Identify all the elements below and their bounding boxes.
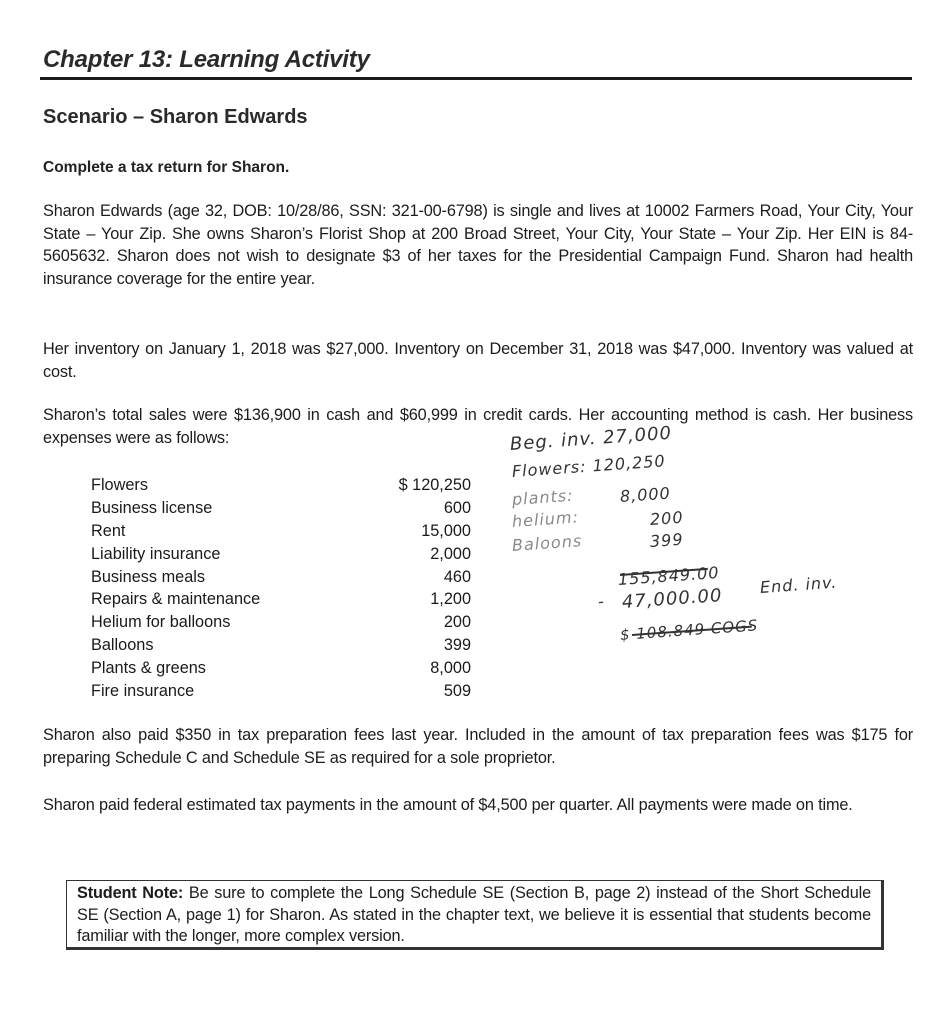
expense-row [91, 543, 471, 566]
expense-amount: 399 [443, 636, 471, 655]
tax-prep-paragraph: Sharon also paid $350 in tax preparation fees last year. Included in the amount of tax preparation fees was $175 for preparing Schedule C and Schedule SE as required for a sole proprietor. [43, 726, 913, 767]
page-title: Chapter 13: Learning Activity [43, 46, 370, 73]
expense-row [91, 588, 471, 611]
hand-end-inv-label: End. inv. [759, 572, 838, 597]
scenario-heading: Scenario – Sharon Edwards [43, 106, 308, 128]
expense-amount: 460 [443, 567, 471, 586]
expense-label: Flowers [91, 476, 148, 494]
hand-cogs: $ 108.849 COGS [619, 616, 759, 644]
intro-paragraph: Sharon Edwards (age 32, DOB: 10/28/86, SSN: 321-00-6798) is single and lives at 10002 Farmers Road, Your City, Your State – Your Zip. She owns Sharon’s Florist Shop at 200 Broad Street, Your City, Your State – Your Zip. Her EIN is 84-5605632. Sharon does not wish to designate $3 of her taxes for the Presidential Campaign Fund. Sharon had health insurance coverage for the entire year. [43, 202, 913, 288]
expense-row [91, 634, 471, 657]
expense-amount: 200 [443, 613, 471, 632]
expense-label: Balloons [91, 636, 154, 655]
student-note-box [66, 880, 884, 950]
expense-amount: 1,200 [430, 590, 471, 609]
expense-label: Business meals [91, 567, 206, 586]
expense-label: Helium for balloons [91, 613, 231, 632]
expense-row [91, 657, 471, 680]
inventory-paragraph: Her inventory on January 1, 2018 was $27,000. Inventory on December 31, 2018 was $47,000. Inventory was valued at cost. [43, 340, 913, 381]
expense-list [91, 474, 471, 703]
expense-row [91, 497, 471, 520]
expense-row [91, 566, 471, 589]
title-rule [40, 77, 912, 80]
hand-balloons-amount: 399 [649, 529, 685, 551]
expense-amount: 15,000 [421, 521, 471, 540]
expense-amount: $ 120,250 [398, 476, 471, 494]
expense-amount: 8,000 [430, 659, 471, 678]
expense-amount: 509 [443, 682, 471, 701]
hand-plants: plants: [511, 485, 575, 509]
estimated-tax-paragraph: Sharon paid federal estimated tax payments in the amount of $4,500 per quarter. All payments were made on time. [43, 796, 853, 814]
expense-row [91, 611, 471, 634]
note-text: Be sure to complete the Long Schedule SE (Section B, page 2) instead of the Short Schedule SE (Section A, page 1) for Sharon. As stated in the chapter text, we believe it is essential that students become familiar with the longer, more complex version. [77, 884, 871, 945]
expense-label: Liability insurance [91, 544, 221, 563]
expense-row [91, 474, 471, 497]
hand-end-inv-amount: 47,000.00 [621, 585, 724, 613]
expense-label: Fire insurance [91, 682, 195, 701]
hand-flowers: Flowers: 120,250 [511, 451, 667, 481]
expense-label: Business license [91, 498, 213, 517]
hand-minus: - [597, 591, 606, 611]
hand-helium-amount: 200 [649, 507, 685, 529]
hand-subtotal: 155,849.00 [617, 562, 721, 589]
expense-row [91, 680, 471, 703]
expense-amount: 600 [443, 498, 471, 517]
instruction: Complete a tax return for Sharon. [43, 159, 290, 176]
hand-beg-inv: Beg. inv. 27,000 [509, 422, 673, 455]
hand-balloons: Baloons [511, 531, 583, 555]
sales-paragraph: Sharon’s total sales were $136,900 in cash and $60,999 in credit cards. Her accounting method is cash. Her business expenses were as follows: [43, 406, 913, 447]
expense-row [91, 520, 471, 543]
expense-amount: 2,000 [430, 544, 471, 563]
note-label: Student Note: [77, 884, 184, 902]
hand-helium: helium: [511, 507, 580, 531]
expense-label: Rent [91, 521, 126, 540]
hand-plants-amount: 8,000 [619, 483, 672, 506]
expense-label: Repairs & maintenance [91, 590, 261, 609]
expense-label: Plants & greens [91, 659, 206, 678]
